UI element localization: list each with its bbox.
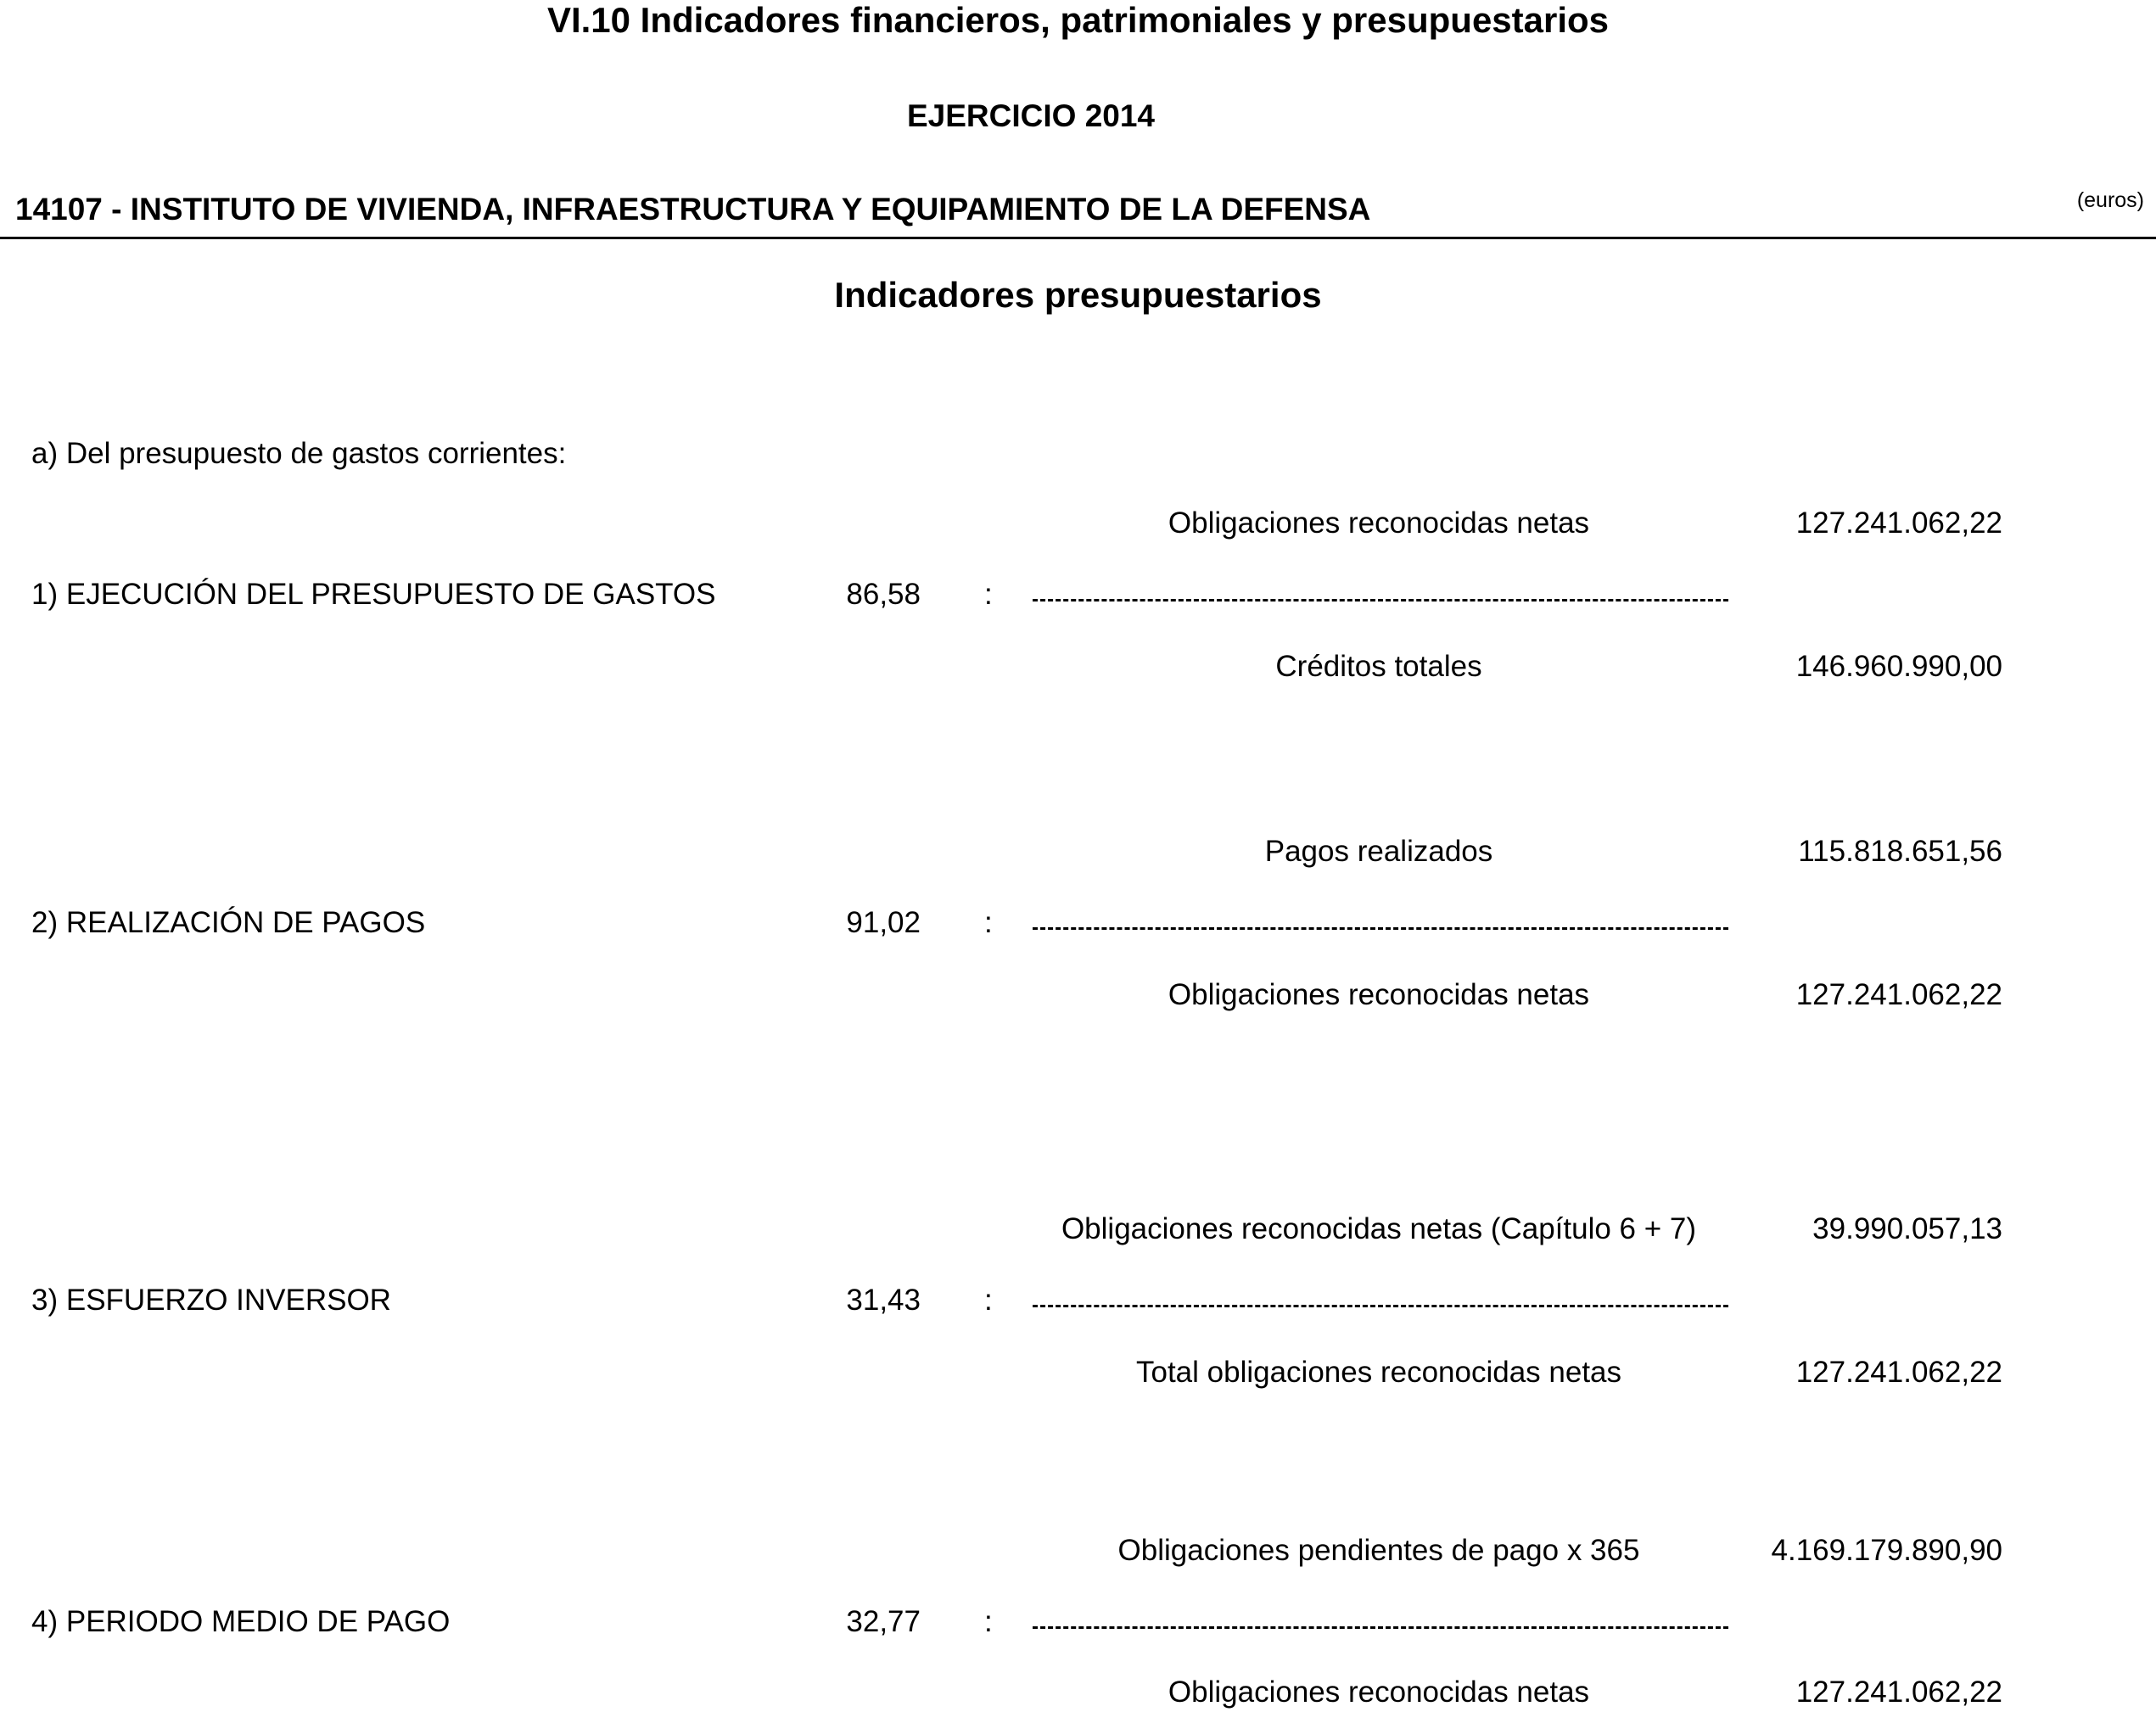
indicator-name: 3) ESFUERZO INVERSOR <box>31 1284 391 1317</box>
numerator-label: Obligaciones reconocidas netas (Capítulo 6 + 7) <box>1061 1212 1697 1245</box>
indicator-value: 32,77 <box>846 1605 921 1638</box>
indicator-name: 4) PERIODO MEDIO DE PAGO <box>31 1605 451 1638</box>
numerator-amount: 127.241.062,22 <box>1795 506 2002 540</box>
section-title: Indicadores presupuestarios <box>834 275 1322 315</box>
denominator-amount: 127.241.062,22 <box>1795 1356 2002 1389</box>
denominator-amount: 146.960.990,00 <box>1795 650 2002 683</box>
denominator-label: Créditos totales <box>1275 650 1482 683</box>
denominator-label: Obligaciones reconocidas netas <box>1168 978 1590 1011</box>
fraction-line <box>1033 599 1728 601</box>
indicator-value: 91,02 <box>846 906 921 939</box>
denominator-amount: 127.241.062,22 <box>1795 1676 2002 1709</box>
exercise-year: EJERCICIO 2014 <box>906 98 1156 133</box>
fraction-line <box>1033 1305 1728 1307</box>
numerator-label: Obligaciones pendientes de pago x 365 <box>1117 1534 1640 1567</box>
denominator-label: Obligaciones reconocidas netas <box>1168 1676 1590 1709</box>
indicator-value: 31,43 <box>846 1284 921 1317</box>
separator: : <box>984 1284 993 1317</box>
separator: : <box>984 578 993 611</box>
document-title: VI.10 Indicadores financieros, patrimoniales y presupuestarios <box>546 0 1610 40</box>
fraction-line <box>1033 927 1728 930</box>
indicator-name: 2) REALIZACIÓN DE PAGOS <box>31 906 426 939</box>
numerator-amount: 4.169.179.890,90 <box>1771 1534 2002 1567</box>
subsection-heading: a) Del presupuesto de gastos corrientes: <box>31 437 567 470</box>
numerator-label: Pagos realizados <box>1264 835 1493 868</box>
indicator-name: 1) EJECUCIÓN DEL PRESUPUESTO DE GASTOS <box>31 578 716 611</box>
separator: : <box>984 906 993 939</box>
denominator-amount: 127.241.062,22 <box>1795 978 2002 1011</box>
entity-name: 14107 - INSTITUTO DE VIVIENDA, INFRAESTRUCTURA Y EQUIPAMIENTO DE LA DEFENSA <box>15 192 1371 227</box>
numerator-amount: 39.990.057,13 <box>1812 1212 2002 1245</box>
denominator-label: Total obligaciones reconocidas netas <box>1135 1356 1622 1389</box>
indicator-value: 86,58 <box>846 578 921 611</box>
separator: : <box>984 1605 993 1638</box>
fraction-line <box>1033 1626 1728 1629</box>
currency-units: (euros) <box>2076 188 2144 212</box>
numerator-amount: 115.818.651,56 <box>1798 835 2002 868</box>
header-divider <box>0 237 2156 239</box>
numerator-label: Obligaciones reconocidas netas <box>1168 506 1590 540</box>
